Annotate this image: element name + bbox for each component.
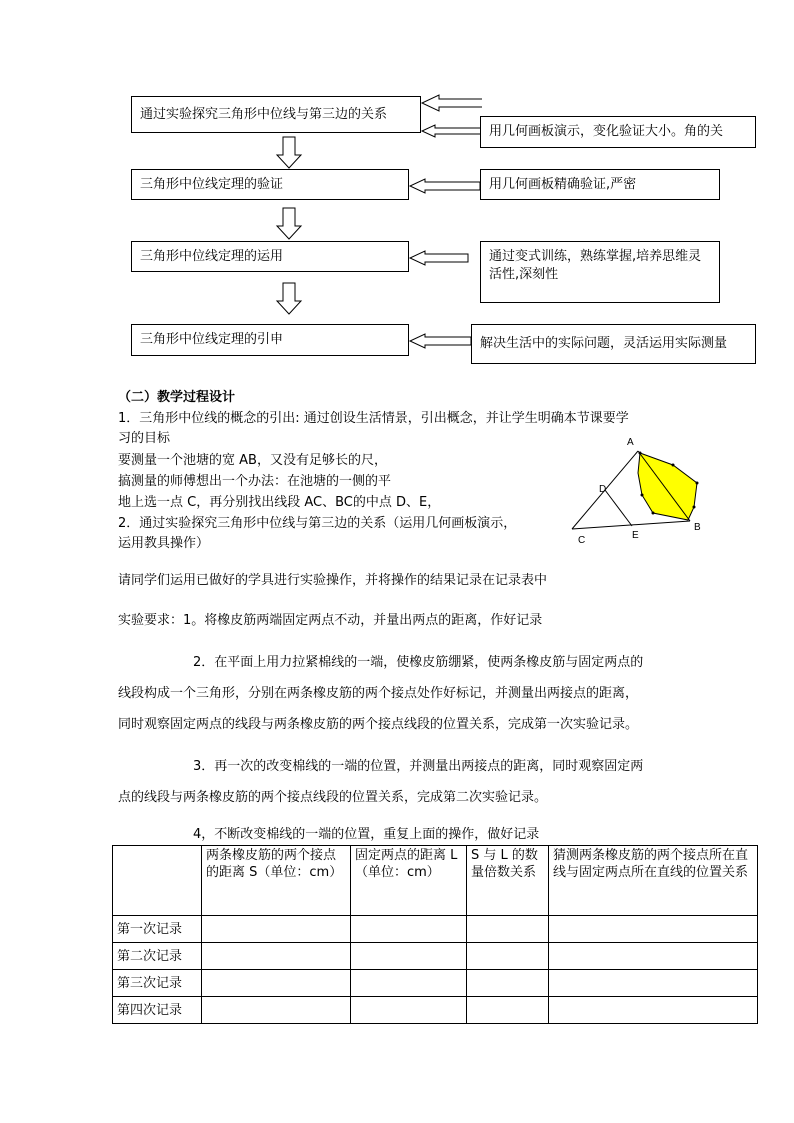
table-cell[interactable] [467, 970, 549, 997]
point-label-a: A [627, 437, 634, 448]
left-arrow-icon [409, 333, 472, 349]
paragraph-5: 实验要求：1。将橡皮筋两端固定两点不动，并量出两点的距离，作好记录 [118, 613, 543, 628]
flow-box-right-3-text: 通过变式训练，熟练掌握,培养思维灵活性,深刻性 [489, 249, 702, 282]
paragraph-6-line-1: 2．在平面上用力拉紧棉线的一端，使橡皮筋绷紧，使两条橡皮筋与固定两点的 [193, 655, 644, 670]
table-header-cell [113, 846, 202, 916]
table-row [113, 943, 758, 970]
left-arrow-icon [421, 124, 481, 138]
segment-de [605, 490, 632, 526]
paragraph-7-line-1: 3．再一次的改变棉线的一端的位置，并测量出两接点的距离，同时观察固定两 [193, 759, 644, 774]
paragraph-6-line-2: 线段构成一个三角形，分别在两条橡皮筋的两个接点处作好标记，并测量出两接点的距离， [118, 686, 639, 701]
flow-box-left-1-text: 通过实验探究三角形中位线与第三边的关系 [140, 106, 388, 122]
flow-box-left-1 [131, 96, 421, 133]
flow-box-right-3 [480, 241, 720, 303]
record-table [112, 845, 758, 1024]
paragraph-7-line-2: 点的线段与两条橡皮筋的两个接点线段的位置关系，完成第二次实验记录。 [118, 790, 548, 805]
table-cell[interactable] [351, 943, 467, 970]
paragraph-1-line-1: 1．三角形中位线的概念的引出: 通过创设生活情景，引出概念，并让学生明确本节课要学 [118, 411, 629, 426]
paragraph-2-line-1: 要测量一个池塘的宽 AB，又没有足够长的尺， [118, 453, 387, 468]
row-label: 第四次记录 [113, 997, 202, 1024]
flow-box-left-4 [131, 324, 409, 356]
flow-box-right-1-text: 用几何画板演示，变化验证大小。角的关 [489, 124, 724, 139]
paragraph-3-line-1: 2．通过实验探究三角形中位线与第三边的关系（运用几何画板演示， [118, 516, 517, 531]
flow-box-right-2 [480, 169, 720, 200]
paragraph-1-line-2: 习的目标 [118, 431, 171, 446]
table-cell[interactable] [549, 997, 758, 1024]
paragraph-2-line-3: 地上选一点 C，再分别找出线段 AC、BC的中点 D、E， [118, 495, 441, 510]
table-header-cell: 两条橡皮筋的两个接点的距离 S（单位：cm） [202, 846, 351, 916]
left-arrow-icon [421, 94, 483, 112]
section-heading: （二）教学过程设计 [118, 390, 236, 405]
point-label-d: D [599, 484, 607, 495]
table-header-row [113, 846, 758, 916]
table-cell[interactable] [351, 997, 467, 1024]
row-label: 第一次记录 [113, 916, 202, 943]
flow-box-right-4 [471, 324, 756, 364]
table-cell[interactable] [467, 943, 549, 970]
table-cell[interactable] [202, 997, 351, 1024]
point-label-c: C [578, 535, 586, 546]
table-cell[interactable] [549, 916, 758, 943]
table-cell[interactable] [549, 970, 758, 997]
paragraph-8: 4，不断改变棉线的一端的位置，重复上面的操作，做好记录 [193, 827, 540, 842]
table-cell[interactable] [202, 916, 351, 943]
table-header-cell: 猜测两条橡皮筋的两个接点所在直线与固定两点所在直线的位置关系 [549, 846, 758, 916]
paragraph-2-line-2: 搞测量的师傅想出一个办法：在池塘的一侧的平 [118, 474, 392, 489]
flow-box-right-4-text: 解决生活中的实际问题，灵活运用实际测量 [480, 336, 728, 351]
flow-box-left-2-text: 三角形中位线定理的验证 [140, 176, 284, 192]
down-arrow-icon [276, 137, 302, 169]
table-cell[interactable] [467, 916, 549, 943]
table-header-cell: S 与 L 的数量倍数关系 [467, 846, 549, 916]
paragraph-4: 请同学们运用已做好的学具进行实验操作，并将操作的结果记录在记录表中 [118, 573, 548, 588]
down-arrow-icon [276, 283, 302, 315]
row-label: 第二次记录 [113, 943, 202, 970]
flow-box-right-2-text: 用几何画板精确验证,严密 [489, 176, 637, 192]
table-cell[interactable] [202, 943, 351, 970]
row-label: 第三次记录 [113, 970, 202, 997]
down-arrow-icon [276, 208, 302, 240]
flow-box-left-3 [131, 241, 409, 272]
table-cell[interactable] [549, 943, 758, 970]
table-row [113, 916, 758, 943]
table-cell[interactable] [351, 970, 467, 997]
table-cell[interactable] [351, 916, 467, 943]
table-cell[interactable] [467, 997, 549, 1024]
point-label-b: B [694, 522, 701, 533]
flow-box-right-1 [480, 116, 756, 148]
left-arrow-icon [409, 178, 481, 194]
table-row [113, 970, 758, 997]
point-label-e: E [632, 530, 639, 541]
left-arrow-icon [409, 250, 469, 266]
paragraph-3-line-2: 运用教具操作） [118, 536, 210, 551]
flow-box-left-2 [131, 169, 409, 200]
flow-box-left-3-text: 三角形中位线定理的运用 [140, 248, 284, 264]
paragraph-6-line-3: 同时观察固定两点的线段与两条橡皮筋的两个接点线段的位置关系，完成第一次实验记录。 [118, 717, 639, 732]
table-cell[interactable] [202, 970, 351, 997]
flow-box-left-4-text: 三角形中位线定理的引申 [140, 332, 284, 347]
table-header-cell: 固定两点的距离 L（单位：cm） [351, 846, 467, 916]
table-row [113, 997, 758, 1024]
